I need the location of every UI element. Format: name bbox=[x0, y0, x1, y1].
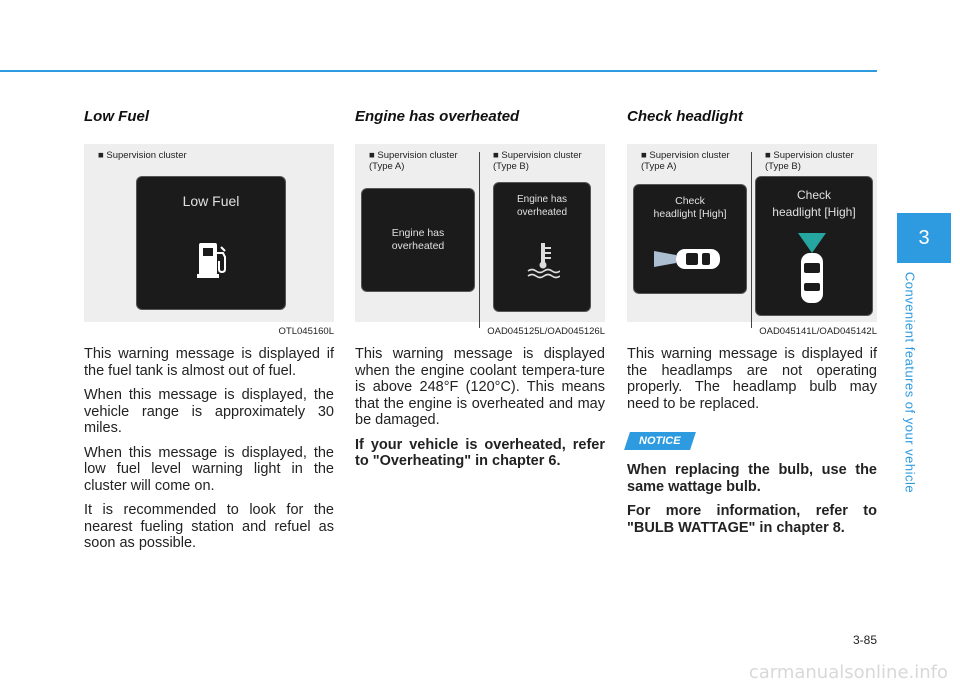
figure-caption: ■ Supervision cluster bbox=[98, 150, 187, 161]
section-body bbox=[84, 346, 334, 552]
chapter-tab: 3 bbox=[897, 213, 951, 263]
figure-caption-type-b: ■ Supervision cluster (Type B) bbox=[493, 150, 582, 172]
figure-divider bbox=[479, 152, 480, 328]
display-text: Check headlight [High] bbox=[653, 195, 727, 220]
section-notice-body bbox=[627, 462, 877, 536]
notice-label: NOTICE bbox=[639, 435, 681, 447]
coolant-temperature-icon bbox=[526, 241, 560, 279]
figure-code: OAD045125L/OAD045126L bbox=[487, 326, 605, 337]
cluster-display-type-b bbox=[755, 176, 873, 316]
header-rule bbox=[0, 70, 877, 72]
figure-caption-type-b: ■ Supervision cluster (Type B) bbox=[765, 150, 854, 172]
cluster-display bbox=[136, 176, 286, 310]
bold-paragraph: When replacing the bulb, use the same wattage bulb. bbox=[627, 462, 877, 495]
chapter-title bbox=[900, 270, 920, 500]
display-text: Engine has overheated bbox=[391, 227, 445, 252]
section-check-headlight bbox=[627, 108, 877, 544]
figure-check-headlight bbox=[627, 144, 877, 337]
figure-code: OAD045141L/OAD045142L bbox=[759, 326, 877, 337]
bold-paragraph: For more information, refer to "BULB WATTAGE" in chapter 8. bbox=[627, 503, 877, 536]
figure-low-fuel bbox=[84, 144, 334, 337]
figure-code: OTL045160L bbox=[278, 326, 334, 337]
section-title: Engine has overheated bbox=[355, 108, 520, 125]
section-title: Low Fuel bbox=[84, 108, 149, 125]
notice-badge bbox=[624, 432, 695, 450]
section-body bbox=[355, 346, 605, 429]
figure-engine-overheated bbox=[355, 144, 605, 337]
paragraph: This warning message is displayed if the headlamps are not operating properly. The headlamp bulb may need to be replaced. bbox=[627, 346, 877, 412]
chapter-title-text: Convenient features of your vehicle bbox=[902, 271, 918, 494]
display-text: Engine has overheated bbox=[516, 194, 568, 218]
section-engine-overheated bbox=[355, 108, 605, 478]
paragraph: This warning message is displayed if the fuel tank is almost out of fuel. bbox=[84, 346, 334, 379]
figure-caption-type-a: ■ Supervision cluster (Type A) bbox=[369, 150, 458, 172]
cluster-display-type-a bbox=[361, 188, 475, 292]
watermark: carmanualsonline.info bbox=[748, 662, 948, 683]
bold-paragraph: If your vehicle is overheated, refer to "Overheating" in chapter 6. bbox=[355, 436, 605, 469]
paragraph: When this message is displayed, the vehicle range is approximately 30 miles. bbox=[84, 387, 334, 436]
car-headlight-icon bbox=[654, 243, 724, 273]
paragraph: When this message is displayed, the low fuel level warning light in the cluster will come on. bbox=[84, 444, 334, 494]
page-number: 3-85 bbox=[852, 633, 877, 647]
cluster-display-type-b bbox=[493, 182, 591, 312]
section-title: Check headlight bbox=[627, 108, 743, 125]
section-low-fuel bbox=[84, 108, 334, 560]
display-text: Check headlight [High] bbox=[772, 188, 856, 219]
section-note bbox=[355, 437, 605, 470]
fuel-pump-icon bbox=[195, 239, 231, 281]
car-top-view-icon bbox=[790, 231, 834, 309]
display-text: Low Fuel bbox=[182, 193, 240, 209]
paragraph: This warning message is displayed when the engine coolant tempera-ture is above 248°F (120°C). This means that the engine is overheated and may be damaged. bbox=[355, 346, 605, 428]
figure-caption-type-a: ■ Supervision cluster (Type A) bbox=[641, 150, 730, 172]
section-body bbox=[627, 346, 877, 412]
figure-divider bbox=[751, 152, 752, 328]
paragraph: It is recommended to look for the nearest fueling station and refuel as soon as possible. bbox=[84, 502, 334, 551]
cluster-display-type-a bbox=[633, 184, 747, 294]
